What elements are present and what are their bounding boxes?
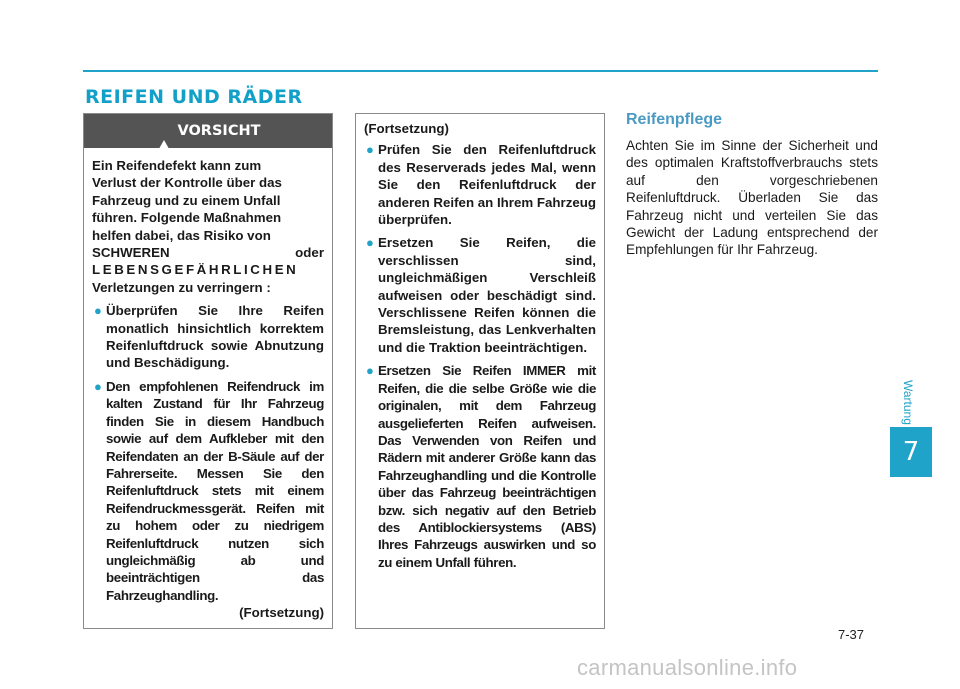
caution-intro-line: Verletzungen zu verringern : [92,279,271,295]
caution-bullet-text: Überprüfen Sie Ihre Reifen monatlich hinsichtlich korrektem Reifenluftdruck sowie Abnutzung und Beschädigung. [106,303,324,371]
bullet-dot-icon: ● [94,303,102,319]
continuation-bullet-text: Prüfen Sie den Reifenluftdruck des Reserverads jedes Mal, wenn Sie den Reifenluftdruck der anderen Reifen an Ihrem Fahrzeug überprüfen. [378,142,596,228]
bullet-dot-icon: ● [94,378,102,394]
page-number: 7-37 [838,627,865,642]
continued-note: (Fortsetzung) [239,605,324,621]
caution-label: VORSICHT [177,123,261,139]
bullet-dot-icon: ● [366,363,374,379]
caution-bullet [92,378,324,604]
caution-intro-line: Ein Reifendefekt kann zum [92,158,262,173]
continuation-bullet-text: Ersetzen Sie Reifen IMMER mit Reifen, die die selbe Größe wie die originalen, mit dem Fahrzeug ausgelieferten Reifen aufweisen. Das Verwenden von Reifen und Rädern mit anderer Größe kann das Fahrzeughandling und die Kontrolle über das Fahrzeug beeinträchtigen bzw. sich negativ auf den Betrieb des Antiblockiersystems (ABS) Ihres Fahrzeugs auswirken und so zu einem Unfall führen. [378,363,596,570]
caution-intro-line: Fahrzeug und zu einem Unfall [92,192,281,208]
caution-bullet [92,302,324,372]
caution-intro-line: LEBENSGEFÄHRLICHEN [92,262,299,278]
caution-box [83,113,333,629]
tire-care-title: Reifenpflege [626,111,723,128]
caution-bullet-text: Den empfohlenen Reifendruck im kalten Zustand für Ihr Fahrzeug finden Sie in diesem Handbuch sowie auf dem Aufkleber mit den Reifendaten an der B-Säule auf der Fahrerseite. Messen Sie den Reifenluftdruck stets mit einem Reifendruckmessgerät. Reifen mit zu hohem oder zu niedrigem Reifenluftdruck nutzen sich ungleichmäßig ab und beeinträchtigen das Fahrzeughandling. [106,378,324,603]
caution-header [84,114,332,148]
continuation-bullet [364,362,596,571]
chapter-side-label: Wartung [901,379,915,425]
continuation-bullet-text: Ersetzen Sie Reifen, die verschlissen sind, ungleichmäßigen Verschleiß aufweisen oder beschädigt sind. Verschlissene Reifen können die Bremsleistung, das Lenkverhalten und die Traktion beeinträchtigen. [378,235,596,355]
bullet-dot-icon: ● [366,142,374,158]
tire-care-text: Achten Sie im Sinne der Sicherheit und des optimalen Kraftstoffverbrauchs stets auf den vorgeschriebenen Reifenluftdruck. Überladen Sie das Fahrzeug nicht und verteilen Sie das Gewicht der Ladung entsprechend der Empfehlungen für Ihr Fahrzeug. [626,138,878,258]
bullet-dot-icon: ● [366,235,374,251]
section-title: REIFEN UND RÄDER [85,86,303,108]
caution-intro-line: Verlust der Kontrolle über das [92,175,282,191]
continuation-bullet [364,234,596,356]
continuation-heading: (Fortsetzung) [364,121,449,136]
caution-intro-line: SCHWEREN oder [92,245,324,261]
watermark: carmanualsonline.info [577,655,798,680]
chapter-number-tab: 7 [890,427,932,477]
top-divider [83,70,878,72]
continuation-box [355,113,605,629]
caution-intro-line: helfen dabei, das Risiko von [92,227,271,243]
warning-triangle-icon: ! [156,124,172,138]
continuation-bullet [364,141,596,228]
caution-intro-line: führen. Folgende Maßnahmen [92,210,282,226]
